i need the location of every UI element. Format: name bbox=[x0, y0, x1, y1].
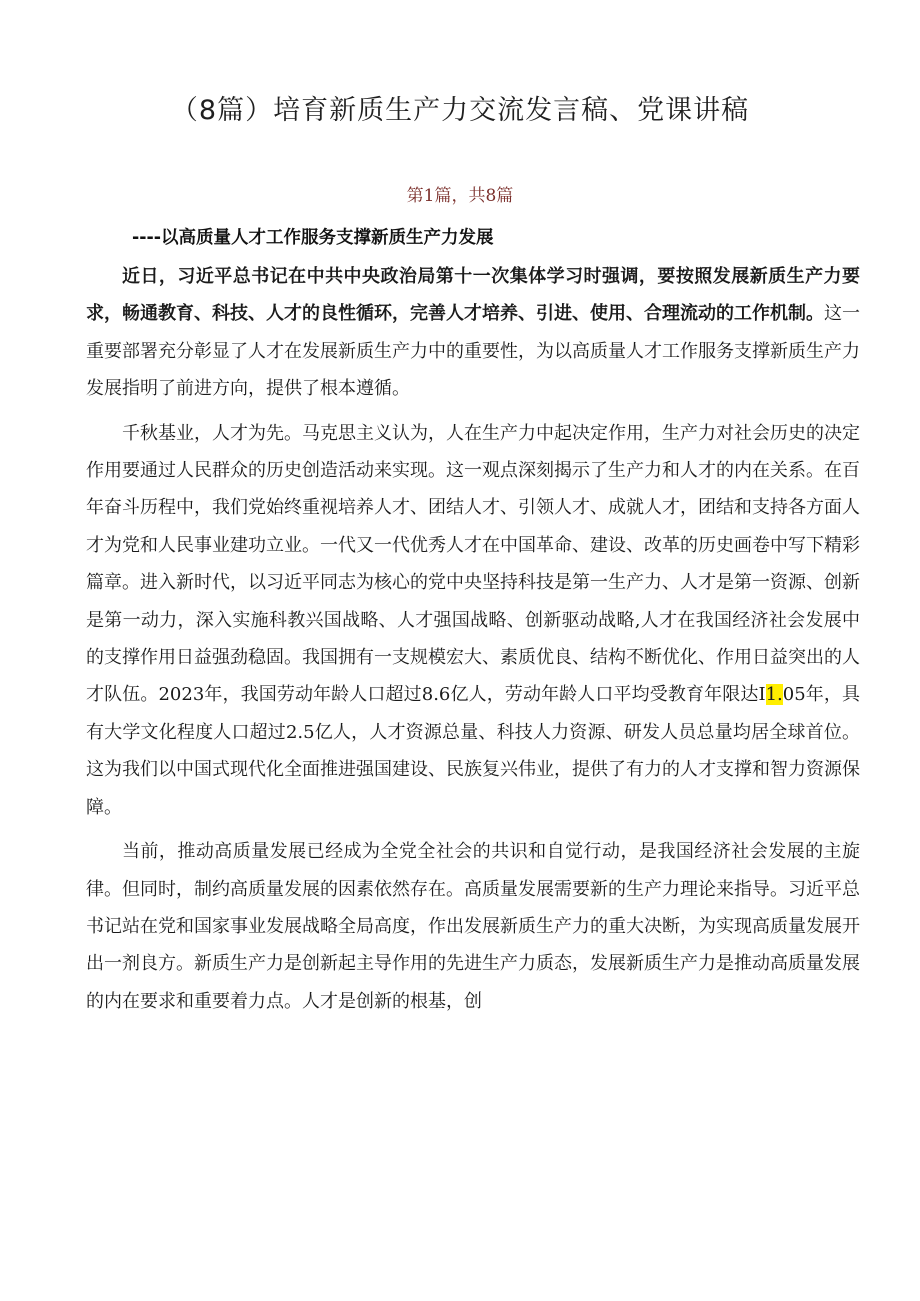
paragraph-3: 当前，推动高质量发展已经成为全党全社会的共识和自觉行动，是我国经济社会发展的主旋律。但同时，制约高质量发展的因素依然存在。高质量发展需要新的生产力理论来指导。习近平总书记站在党和国家事业发展战略全局高度，作出发展新质生产力的重大决断，为实现高质量发展开出一剂良方。新质生产力是创新起主导作用的先进生产力质态，发展新质生产力是推动高质量发展的内在要求和重要着力点。人才是创新的根基，创 bbox=[86, 841, 860, 1012]
paragraph-2-part-b: 05年，具有大学文化程度人口超过2.5亿人，人才资源总量、科技人力资源、研发人员总量均居全球首位。这为我们以中国式现代化全面推进强国建设、民族复兴伟业，提供了有力的人才支撑和智力资源保障。 bbox=[86, 684, 860, 818]
document-title: （8篇）培育新质生产力交流发言稿、党课讲稿 bbox=[170, 95, 750, 126]
paragraph-1 bbox=[86, 258, 860, 408]
paragraph-1-rest: 这一重要部署充分彰显了人才在发展新质生产力中的重要性，为以高质量人才工作服务支撑新质生产力发展指明了前进方向，提供了根本遵循。 bbox=[86, 303, 860, 400]
paragraph-2-part-a: 千秋基业，人才为先。马克思主义认为，人在生产力中起决定作用，生产力对社会历史的决定作用要通过人民群众的历史创造活动来实现。这一观点深刻揭示了生产力和人才的内在关系。在百年奋斗历程中，我们党始终重视培养人才、团结人才、引领人才、成就人才，团结和支持各方面人才为党和人民事业建功立业。一代又一代优秀人才在中国革命、建设、改革的历史画卷中写下精彩篇章。进入新时代，以习近平同志为核心的党中央坚持科技是第一生产力、人才是第一资源、创新是第一动力，深入实施科教兴国战略、人才强国战略、创新驱动战略,人才在我国经济社会发展中的支撑作用日益强劲稳固。我国拥有一支规模宏大、素质优良、结构不断优化、作用日益突出的人才队伍。2023年，我国劳动年龄人口超过8.6亿人，劳动年龄人口平均受教育年限达I bbox=[86, 422, 860, 706]
article-subtitle: ----以高质量人才工作服务支撑新质生产力发展 bbox=[132, 228, 494, 248]
paragraph-2 bbox=[86, 415, 860, 826]
paragraph-1-lead: 近日，习近平总书记在中共中央政治局第十一次集体学习时强调，要按照发展新质生产力要求，畅通教育、科技、人才的良性循环，完善人才培养、引进、使用、合理流动的工作机制。 bbox=[86, 266, 860, 325]
article-body bbox=[86, 258, 860, 1020]
part-indicator: 第1篇，共8篇 bbox=[406, 186, 514, 206]
highlighted-text: 1. bbox=[765, 684, 783, 706]
